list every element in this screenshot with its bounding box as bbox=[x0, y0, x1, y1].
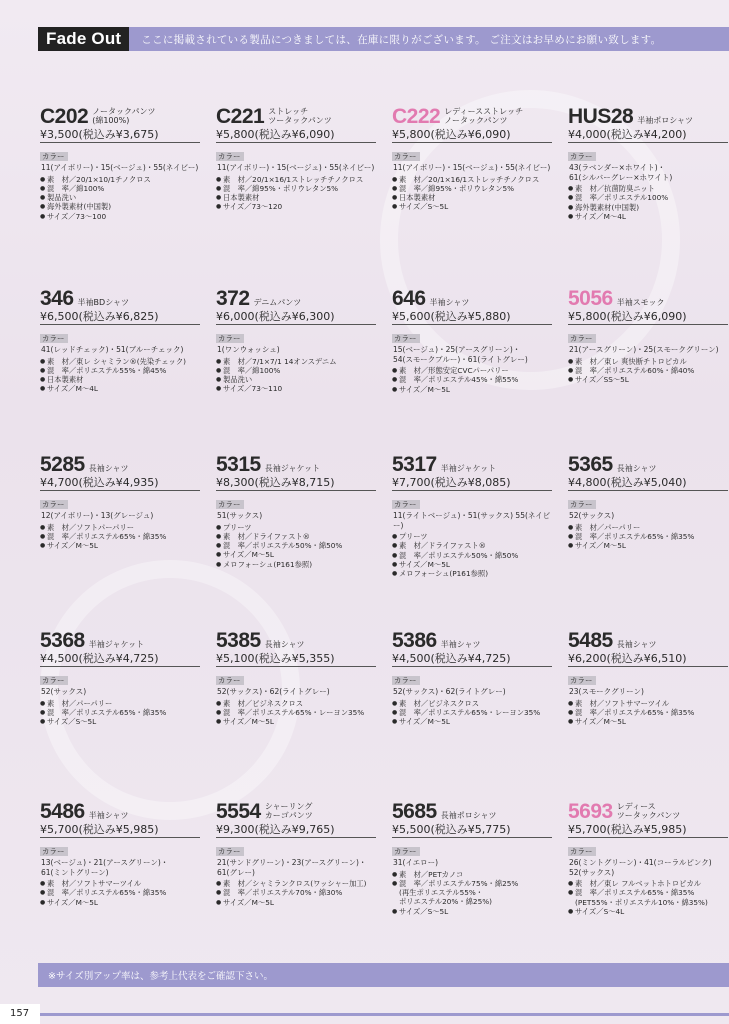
detail-line: ● サイズ／S～5L bbox=[40, 717, 200, 726]
detail-line: ● 素 材／パーパリー bbox=[568, 523, 728, 532]
product-item bbox=[216, 799, 376, 907]
detail-line: ● 混 率／ポリエステル70%・綿30% bbox=[216, 888, 376, 897]
detail-line: ● 素 材／20/1×16/1ストレッチチノクロス bbox=[392, 175, 552, 184]
product-code: 5693 bbox=[568, 800, 613, 823]
product-name: 半袖シャツ bbox=[440, 640, 481, 649]
detail-line: ● 素 材／ソフトパーパリー bbox=[40, 523, 200, 532]
color-options: 1(ワンウォッシュ) bbox=[217, 345, 280, 354]
color-label: カラー bbox=[40, 847, 68, 856]
product-item bbox=[392, 628, 552, 726]
product-details bbox=[568, 357, 728, 385]
product-name: 半袖ジャケット bbox=[440, 464, 497, 473]
product-item bbox=[40, 286, 200, 394]
page-bar bbox=[40, 1013, 729, 1016]
section-title: Fade Out bbox=[38, 27, 129, 51]
color-label: カラー bbox=[216, 334, 244, 343]
detail-line: ● 製品洗い bbox=[40, 193, 200, 202]
detail-line: ● 素 材／20/1×16/1ストレッチチノクロス bbox=[216, 175, 376, 184]
product-name: 半袖ポロシャツ bbox=[637, 116, 694, 125]
product-name: 長袖シャツ bbox=[88, 464, 129, 473]
color-options: 11(アイボリー)・15(ベージュ)・55(ネイビー) bbox=[217, 163, 375, 172]
product-code: 5385 bbox=[216, 629, 261, 652]
product-details bbox=[216, 357, 376, 394]
detail-line: ● 素 材／ビジネスクロス bbox=[392, 699, 552, 708]
color-label: カラー bbox=[568, 847, 596, 856]
product-price: ¥5,700(税込み¥5,985) bbox=[40, 823, 200, 838]
color-options: 21(サンドグリーン)・23(アースグリーン)・ 61(グレー) bbox=[217, 858, 367, 877]
product-details bbox=[216, 699, 376, 727]
product-heading bbox=[40, 104, 200, 128]
color-label: カラー bbox=[216, 500, 244, 509]
detail-line: ● 混 率／ポリエステル65%・綿35% bbox=[568, 532, 728, 541]
product-item bbox=[392, 104, 552, 212]
color-options: 15(ベージュ)・25(アースグリーン)・ 54(スモークブルー)・61(ライトグレー) bbox=[393, 345, 528, 364]
product-name: 半袖BDシャツ bbox=[77, 298, 130, 307]
product-code: HUS28 bbox=[568, 105, 634, 128]
product-details bbox=[40, 699, 200, 727]
detail-line: ● サイズ／M～4L bbox=[40, 384, 200, 393]
color-label: カラー bbox=[40, 334, 68, 343]
product-heading bbox=[40, 452, 200, 476]
detail-line: ● 素 材／ドライファスト® bbox=[216, 532, 376, 541]
product-item bbox=[568, 286, 728, 384]
color-options: 41(レッドチェック)・51(ブルーチェック) bbox=[41, 345, 184, 354]
color-options: 52(サックス)・62(ライトグレー) bbox=[217, 687, 330, 696]
detail-line: ● 混 率／綿95%・ポリウレタン5% bbox=[216, 184, 376, 193]
product-details bbox=[216, 523, 376, 569]
detail-line: ● 素 材／20/1×10/1チノクロス bbox=[40, 175, 200, 184]
product-item bbox=[40, 628, 200, 726]
detail-line: ● 混 率／ポリエステル65%・綿35% bbox=[568, 708, 728, 717]
product-code: 5554 bbox=[216, 800, 261, 823]
color-options: 11(アイボリー)・15(ベージュ)・55(ネイビー) bbox=[393, 163, 551, 172]
product-code: 5317 bbox=[392, 453, 437, 476]
color-options: 52(サックス) bbox=[569, 511, 615, 520]
product-item bbox=[392, 286, 552, 394]
detail-line: ● サイズ／S～5L bbox=[392, 907, 552, 916]
detail-line: ● 素 材／ビジネスクロス bbox=[216, 699, 376, 708]
detail-line: ● サイズ／M～5L bbox=[216, 717, 376, 726]
detail-line: ● 素 材／パーパリー bbox=[40, 699, 200, 708]
product-code: C202 bbox=[40, 105, 89, 128]
detail-line: ● 混 率／ポリエステル55%・綿45% bbox=[40, 366, 200, 375]
product-heading bbox=[40, 628, 200, 652]
product-name: 半袖ジャケット bbox=[88, 640, 145, 649]
product-heading bbox=[392, 452, 552, 476]
color-options: 21(アースグリーン)・25(スモークグリーン) bbox=[569, 345, 719, 354]
detail-line: ● 混 率／ポリエステル65%・綿35% bbox=[40, 532, 200, 541]
color-options: 23(スモークグリーン) bbox=[569, 687, 644, 696]
color-options: 31(イエロー) bbox=[393, 858, 439, 867]
product-details bbox=[216, 175, 376, 212]
detail-line: ● サイズ／M～5L bbox=[392, 717, 552, 726]
product-code: 5056 bbox=[568, 287, 613, 310]
detail-line: ● 素 材／ドライファスト® bbox=[392, 541, 552, 550]
product-code: 5386 bbox=[392, 629, 437, 652]
product-details bbox=[40, 879, 200, 907]
product-item bbox=[40, 799, 200, 907]
product-item bbox=[392, 452, 552, 578]
detail-line: ● 海外製素材(中国製) bbox=[40, 202, 200, 211]
product-item bbox=[568, 628, 728, 726]
product-item bbox=[568, 104, 728, 221]
color-options: 43(ラベンダー×ホワイト)・ 61(シルバーグレー×ホワイト) bbox=[569, 163, 673, 182]
product-code: 646 bbox=[392, 287, 426, 310]
detail-line: ● サイズ／M～4L bbox=[568, 212, 728, 221]
color-options: 13(ベージュ)・21(アースグリーン)・ 61(ミントグリーン) bbox=[41, 858, 169, 877]
detail-line: ● 混 率／ポリエステル65%・綿35% (PET55%・ポリエステル10%・綿35%) bbox=[568, 888, 728, 907]
product-heading bbox=[216, 628, 376, 652]
product-details bbox=[40, 175, 200, 221]
color-label: カラー bbox=[392, 334, 420, 343]
detail-line: ● 日本製素材 bbox=[216, 193, 376, 202]
product-name: 半袖スモック bbox=[616, 298, 665, 307]
detail-line: ● 混 率／綿95%・ポリウレタン5% bbox=[392, 184, 552, 193]
detail-line: ● サイズ／M～5L bbox=[392, 560, 552, 569]
detail-line: ● サイズ／M～5L bbox=[568, 717, 728, 726]
color-label: カラー bbox=[40, 676, 68, 685]
product-item bbox=[40, 104, 200, 221]
page-number: 157 bbox=[0, 1004, 40, 1024]
product-heading bbox=[40, 799, 200, 823]
product-name: 半袖シャツ bbox=[88, 811, 129, 820]
product-details bbox=[40, 523, 200, 551]
detail-line: ● 混 率／ポリエステル50%・綿50% bbox=[392, 551, 552, 560]
color-label: カラー bbox=[392, 152, 420, 161]
stock-notice: ここに掲載されている製品につきましては、在庫に限りがございます。 ご注文はお早めにお願い致します。 bbox=[141, 33, 662, 46]
product-details bbox=[568, 879, 728, 916]
product-price: ¥9,300(税込み¥9,765) bbox=[216, 823, 376, 838]
detail-line: ● 混 率／ポリエステル60%・綿40% bbox=[568, 366, 728, 375]
product-heading bbox=[392, 799, 552, 823]
product-price: ¥8,300(税込み¥8,715) bbox=[216, 476, 376, 491]
detail-line: ● 混 率／ポリエステル65%・綿35% bbox=[40, 888, 200, 897]
product-name: 長袖ジャケット bbox=[264, 464, 321, 473]
product-price: ¥3,500(税込み¥3,675) bbox=[40, 128, 200, 143]
product-price: ¥6,500(税込み¥6,825) bbox=[40, 310, 200, 325]
product-details bbox=[392, 699, 552, 727]
detail-line: ● 海外製素材(中国製) bbox=[568, 203, 728, 212]
detail-line: ● 混 率／ポリエステル75%・綿25% (再生ポリエステル55%・ ポリエステル20%・綿25%) bbox=[392, 879, 552, 907]
color-label: カラー bbox=[216, 676, 244, 685]
color-label: カラー bbox=[568, 152, 596, 161]
detail-line: ● サイズ／M～5L bbox=[40, 898, 200, 907]
detail-line: ● 日本製素材 bbox=[392, 193, 552, 202]
product-details bbox=[392, 366, 552, 394]
product-code: 5485 bbox=[568, 629, 613, 652]
color-label: カラー bbox=[568, 676, 596, 685]
product-heading bbox=[568, 452, 728, 476]
detail-line: ● 素 材／7/1×7/1 14オンスデニム bbox=[216, 357, 376, 366]
product-item bbox=[568, 799, 728, 916]
footer-bar bbox=[38, 963, 729, 987]
detail-line: ● 素 材／形態安定CVCパーパリー bbox=[392, 366, 552, 375]
product-details bbox=[568, 523, 728, 551]
product-price: ¥5,700(税込み¥5,985) bbox=[568, 823, 728, 838]
product-code: 5365 bbox=[568, 453, 613, 476]
color-options: 52(サックス) bbox=[41, 687, 87, 696]
product-item bbox=[568, 452, 728, 550]
product-name: 長袖シャツ bbox=[616, 464, 657, 473]
product-item bbox=[392, 799, 552, 916]
product-heading bbox=[568, 286, 728, 310]
size-note: ※サイズ別アップ率は、参考上代表をご確認下さい。 bbox=[48, 971, 274, 982]
detail-line: ● 素 材／抗菌防臭ニット bbox=[568, 184, 728, 193]
product-name: 長袖ポロシャツ bbox=[440, 811, 497, 820]
product-details bbox=[216, 879, 376, 907]
detail-line: ● メロフォーシュ(P161参照) bbox=[392, 569, 552, 578]
color-label: カラー bbox=[392, 500, 420, 509]
product-price: ¥5,800(税込み¥6,090) bbox=[216, 128, 376, 143]
product-heading bbox=[392, 286, 552, 310]
product-heading bbox=[568, 628, 728, 652]
product-heading bbox=[216, 452, 376, 476]
product-code: 346 bbox=[40, 287, 74, 310]
product-code: C221 bbox=[216, 105, 265, 128]
detail-line: ● サイズ／M～5L bbox=[216, 550, 376, 559]
product-name: レディース ツータックパンツ bbox=[616, 802, 681, 820]
detail-line: ● 混 率／ポリエステル100% bbox=[568, 193, 728, 202]
product-details bbox=[40, 357, 200, 394]
product-price: ¥5,800(税込み¥6,090) bbox=[568, 310, 728, 325]
product-item bbox=[216, 286, 376, 394]
detail-line: ● サイズ／M～5L bbox=[216, 898, 376, 907]
product-price: ¥4,500(税込み¥4,725) bbox=[40, 652, 200, 667]
detail-line: ● サイズ／M～5L bbox=[392, 385, 552, 394]
product-heading bbox=[568, 799, 728, 823]
product-price: ¥4,000(税込み¥4,200) bbox=[568, 128, 728, 143]
product-name: 長袖シャツ bbox=[616, 640, 657, 649]
color-label: カラー bbox=[392, 676, 420, 685]
detail-line: ● サイズ／M～5L bbox=[568, 541, 728, 550]
product-heading bbox=[216, 104, 376, 128]
product-name: 長袖シャツ bbox=[264, 640, 305, 649]
color-label: カラー bbox=[392, 847, 420, 856]
detail-line: ● 混 率／ポリエステル65%・綿35% bbox=[40, 708, 200, 717]
detail-line: ● 混 率／ポリエステル50%・綿50% bbox=[216, 541, 376, 550]
product-item bbox=[216, 104, 376, 212]
detail-line: ● 素 材／PETカノコ bbox=[392, 870, 552, 879]
detail-line: ● 混 率／ポリエステル45%・綿55% bbox=[392, 375, 552, 384]
color-options: 11(ライトベージュ)・51(サックス) 55(ネイビー) bbox=[393, 511, 551, 530]
detail-line: ● 素 材／東レ フルベットホトロピカル bbox=[568, 879, 728, 888]
product-code: 5486 bbox=[40, 800, 85, 823]
product-details bbox=[568, 184, 728, 221]
detail-line: ● 混 率／ポリエステル65%・レーヨン35% bbox=[392, 708, 552, 717]
color-options: 26(ミントグリーン)・41(コーラルピンク) 52(サックス) bbox=[569, 858, 712, 877]
product-item bbox=[40, 452, 200, 550]
product-heading bbox=[216, 286, 376, 310]
product-code: 5315 bbox=[216, 453, 261, 476]
detail-line: ● サイズ／S～4L bbox=[568, 907, 728, 916]
product-price: ¥6,200(税込み¥6,510) bbox=[568, 652, 728, 667]
detail-line: ● メロフォーシュ(P161参照) bbox=[216, 560, 376, 569]
color-label: カラー bbox=[216, 152, 244, 161]
product-name: デニムパンツ bbox=[253, 298, 302, 307]
product-heading bbox=[392, 104, 552, 128]
product-price: ¥5,500(税込み¥5,775) bbox=[392, 823, 552, 838]
color-label: カラー bbox=[568, 500, 596, 509]
color-label: カラー bbox=[216, 847, 244, 856]
product-details bbox=[568, 699, 728, 727]
product-details bbox=[392, 175, 552, 212]
color-label: カラー bbox=[40, 152, 68, 161]
detail-line: ● サイズ／M～5L bbox=[40, 541, 200, 550]
product-heading bbox=[392, 628, 552, 652]
product-heading bbox=[568, 104, 728, 128]
detail-line: ● 素 材／東レ 爽快断チトロピカル bbox=[568, 357, 728, 366]
detail-line: ● 混 率／綿100% bbox=[216, 366, 376, 375]
product-code: 5285 bbox=[40, 453, 85, 476]
detail-line: ● サイズ／73～110 bbox=[216, 384, 376, 393]
detail-line: ● 素 材／シャミランクロス(ワッシャー加工) bbox=[216, 879, 376, 888]
product-code: 372 bbox=[216, 287, 250, 310]
detail-line: ● サイズ／SS～5L bbox=[568, 375, 728, 384]
product-code: 5368 bbox=[40, 629, 85, 652]
product-price: ¥4,500(税込み¥4,725) bbox=[392, 652, 552, 667]
detail-line: ● サイズ／S～5L bbox=[392, 202, 552, 211]
product-name: シャーリング カーゴパンツ bbox=[264, 802, 313, 820]
detail-line: ● 素 材／東レ シャミラン®(先染チェック) bbox=[40, 357, 200, 366]
detail-line: ● 製品洗い bbox=[216, 375, 376, 384]
product-heading bbox=[216, 799, 376, 823]
product-heading bbox=[40, 286, 200, 310]
product-code: C222 bbox=[392, 105, 441, 128]
product-price: ¥6,000(税込み¥6,300) bbox=[216, 310, 376, 325]
color-options: 11(アイボリー)・15(ベージュ)・55(ネイビー) bbox=[41, 163, 199, 172]
product-price: ¥4,700(税込み¥4,935) bbox=[40, 476, 200, 491]
detail-line: ● サイズ／73～120 bbox=[216, 202, 376, 211]
detail-line: ● 日本製素材 bbox=[40, 375, 200, 384]
product-details bbox=[392, 532, 552, 578]
product-name: 半袖シャツ bbox=[429, 298, 470, 307]
detail-line: ● プリーツ bbox=[216, 523, 376, 532]
product-name: レディースストレッチ ノータックパンツ bbox=[444, 107, 524, 125]
color-options: 51(サックス) bbox=[217, 511, 263, 520]
product-item bbox=[216, 628, 376, 726]
detail-line: ● プリーツ bbox=[392, 532, 552, 541]
detail-line: ● 混 率／ポリエステル65%・レーヨン35% bbox=[216, 708, 376, 717]
product-price: ¥4,800(税込み¥5,040) bbox=[568, 476, 728, 491]
color-options: 52(サックス)・62(ライトグレー) bbox=[393, 687, 506, 696]
color-label: カラー bbox=[40, 500, 68, 509]
product-name: ノータックパンツ (綿100%) bbox=[92, 107, 156, 125]
product-name: ストレッチ ツータックパンツ bbox=[268, 107, 332, 125]
product-price: ¥5,600(税込み¥5,880) bbox=[392, 310, 552, 325]
detail-line: ● サイズ／73～100 bbox=[40, 212, 200, 221]
header-bar bbox=[38, 27, 729, 51]
color-options: 12(アイボリー)・13(グレージュ) bbox=[41, 511, 154, 520]
detail-line: ● 混 率／綿100% bbox=[40, 184, 200, 193]
product-code: 5685 bbox=[392, 800, 437, 823]
color-label: カラー bbox=[568, 334, 596, 343]
detail-line: ● 素 材／ソフトサマーツイル bbox=[568, 699, 728, 708]
product-price: ¥5,800(税込み¥6,090) bbox=[392, 128, 552, 143]
product-price: ¥7,700(税込み¥8,085) bbox=[392, 476, 552, 491]
product-item bbox=[216, 452, 376, 569]
detail-line: ● 素 材／ソフトサマーツイル bbox=[40, 879, 200, 888]
product-details bbox=[392, 870, 552, 916]
product-price: ¥5,100(税込み¥5,355) bbox=[216, 652, 376, 667]
